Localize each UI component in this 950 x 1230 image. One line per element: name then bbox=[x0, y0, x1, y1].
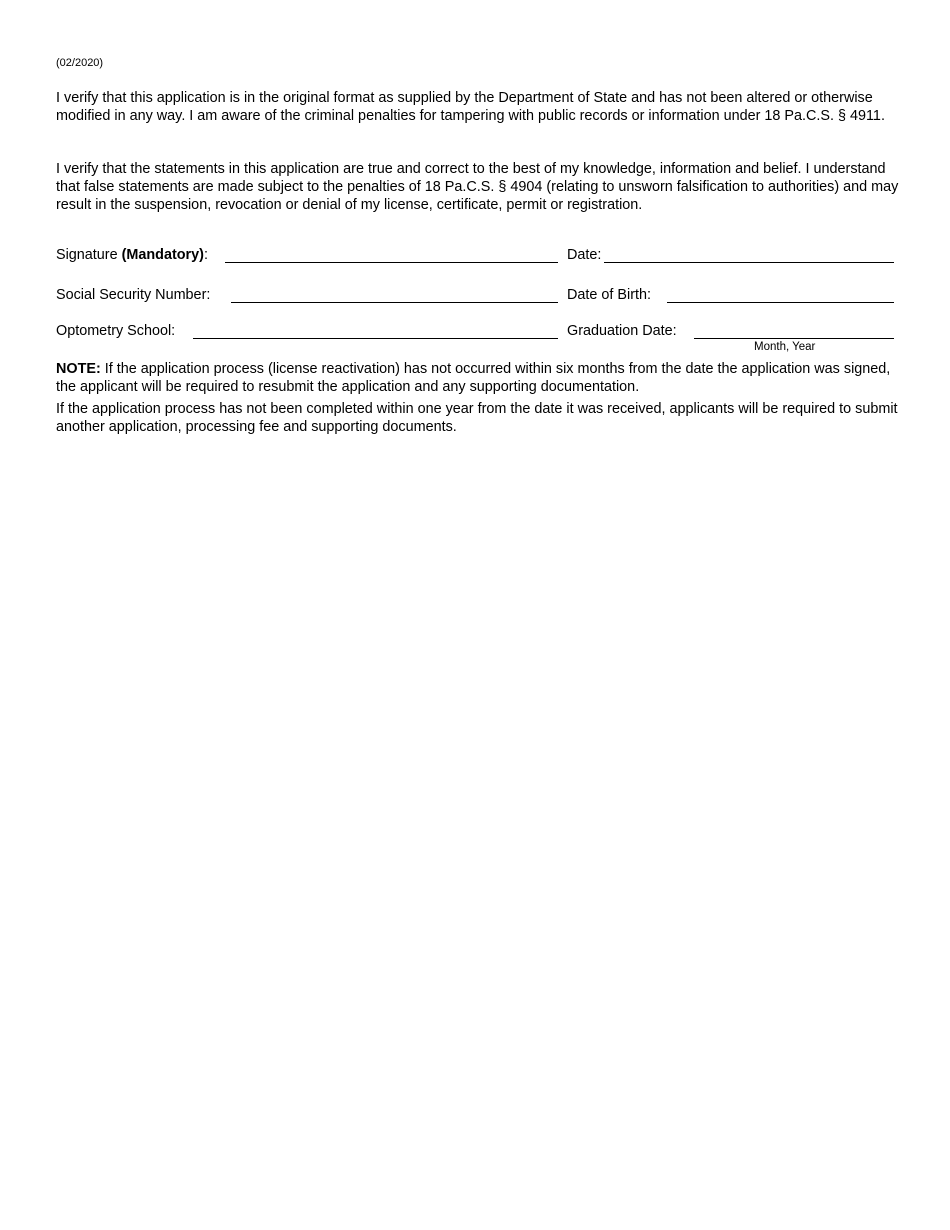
date-label: Date: bbox=[567, 247, 602, 263]
date-field[interactable] bbox=[604, 262, 894, 263]
ssn-row bbox=[56, 286, 896, 306]
signature-field[interactable] bbox=[225, 262, 558, 263]
dob-label: Date of Birth: bbox=[567, 287, 651, 303]
note-text: If the application process (license reactivation) has not occurred within six months from the date the application was signed, the applicant will be required to resubmit the application and any supporting documentation. bbox=[56, 361, 891, 395]
verify-statements-paragraph: I verify that the statements in this application are true and correct to the best of my knowledge, information and belief. I understand that false statements are made subject to the penalties of 18 Pa.C.S. § 4904 (relating to unsworn falsification to authorities) and may result in the suspension, revocation or denial of my license, certificate, permit or registration. bbox=[56, 161, 899, 213]
verify-format-paragraph: I verify that this application is in the original format as supplied by the Department of State and has not been altered or otherwise modified in any way. I am aware of the criminal penalties for tampering with public records or information under 18 Pa.C.S. § 4911. bbox=[56, 90, 885, 124]
optometry-school-label: Optometry School: bbox=[56, 323, 176, 339]
graduation-date-hint: Month, Year bbox=[754, 341, 816, 353]
completion-paragraph: If the application process has not been completed within one year from the date it was received, applicants will be required to submit another application, processing fee and supporting documents. bbox=[56, 401, 898, 435]
ssn-field[interactable] bbox=[231, 302, 558, 303]
form-revision-code: (02/2020) bbox=[56, 57, 104, 69]
graduation-date-field[interactable] bbox=[694, 338, 894, 339]
optometry-school-field[interactable] bbox=[193, 338, 558, 339]
note-paragraph bbox=[56, 360, 901, 396]
graduation-date-label: Graduation Date: bbox=[567, 323, 677, 339]
signature-row bbox=[56, 246, 896, 266]
ssn-label: Social Security Number: bbox=[56, 287, 211, 303]
school-row bbox=[56, 322, 896, 356]
signature-label: Signature (Mandatory): bbox=[56, 247, 208, 263]
note-label: NOTE: bbox=[56, 361, 101, 377]
dob-field[interactable] bbox=[667, 302, 894, 303]
